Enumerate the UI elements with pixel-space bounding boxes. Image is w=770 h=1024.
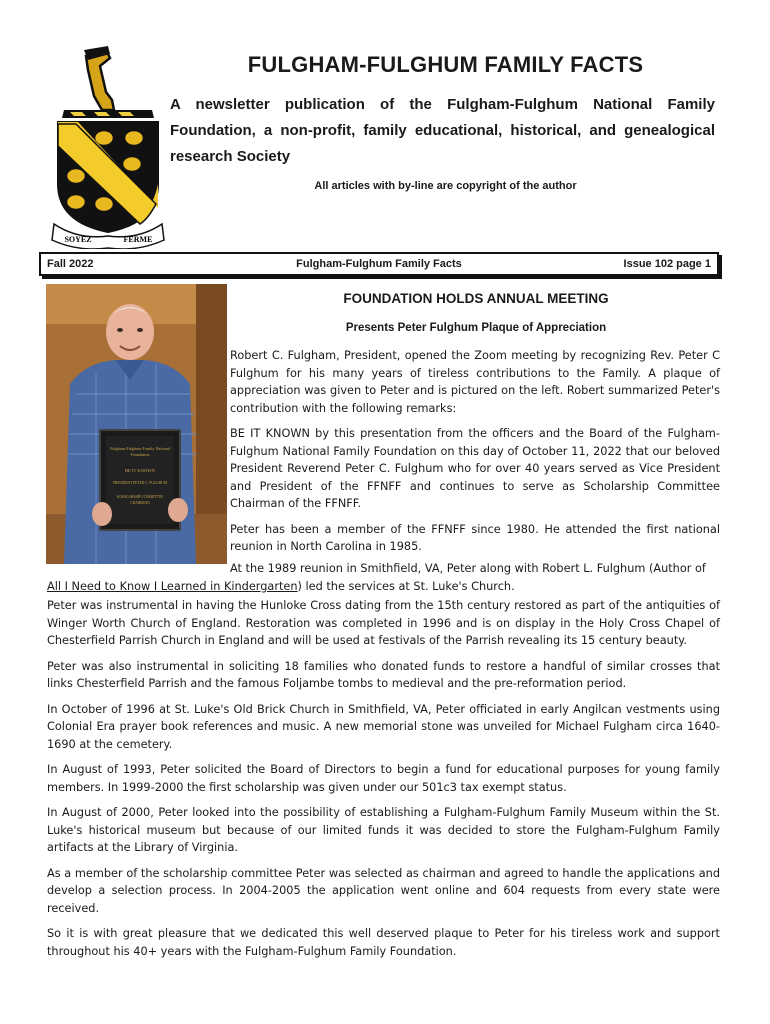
book-title: All I Need to Know I Learned in Kindergarten: [47, 579, 298, 593]
article-paragraph: So it is with great pleasure that we dedicated this well deserved plaque to Peter for his tireless work and support throughout his 40+ years with the Fulgham-Fulghum Family Foundation.: [47, 927, 720, 958]
article-paragraph: As a member of the scholarship committee Peter was selected as chairman and agreed to handle the applications and develop a selection process. In 2004-2005 the application went online and 604 requests from every state were received.: [47, 866, 720, 915]
article-paragraph: Peter was instrumental in having the Hunloke Cross dating from the 15th century restored as part of the antiquities of Winger Worth Church of England. Restoration was completed in 1996 and is on display in the Holy Cross Chapel of Chesterfield Parrish Church in England and will be used at festivals of the Parrish revealing its 15 century beauty.: [47, 599, 720, 647]
issue-bar: [39, 252, 719, 276]
article-paragraph: Peter has been a member of the FFNFF since 1980. He attended the first national reunion in North Carolina in 1985.: [230, 522, 720, 553]
article-subhead: Presents Peter Fulghum Plaque of Appreciation: [345, 322, 607, 334]
crest-motto-right: FERME: [123, 235, 153, 244]
copyright-notice: All articles with by-line are copyright of the author: [314, 180, 577, 192]
article-column-right: [230, 347, 720, 564]
reunion-text-end: ) led the services at St. Luke's Church.: [297, 579, 515, 593]
plaque-line-2: Foundation: [130, 452, 150, 457]
reunion-text-start: At the 1989 reunion in Smithfield, VA, Peter along with Robert L. Fulghum (Author of: [230, 562, 706, 575]
article-paragraph: BE IT KNOWN by this presentation from the officers and the Board of the Fulgham-Fulghum National Family Foundation on this day of October 11, 2022 that our beloved President Reverend Peter C. Fulghum who for over 40 years served as Vice President and President of the FFNFF and continues to serve as Scholarship Committee Chairman of the FFNFF.: [230, 427, 720, 510]
article-paragraph: In October of 1996 at St. Luke's Old Brick Church in Smithfield, VA, Peter officiated in early Angilcan vestments using Colonial Era prayer book references and music. A new memorial stone was unveiled for Michael Fulgham circa 1640-1690 at the cemetery.: [47, 702, 720, 751]
plaque-line-4: PRESIDENT PETER C. FULGHUM: [112, 481, 168, 485]
article-paragraph: Robert C. Fulgham, President, opened the Zoom meeting by recognizing Rev. Peter C Fulghum for his many years of tireless contributions to the Family. A plaque of appreciation was given to Peter and is pictured on the left. Robert summarized Peter's contribution with the following remarks:: [230, 349, 720, 415]
issue-publication: Fulgham-Fulghum Family Facts: [296, 258, 462, 270]
plaque-line-6: CHAIRMAN: [130, 501, 150, 505]
article-column-full: [47, 597, 720, 968]
article-paragraph: In August of 2000, Peter looked into the possibility of establishing a Fulgham-Fulghum Family Museum within the St. Luke's historical museum but because of our limited funds it was decided to store the Fulgham-Fulghum Family artifacts at the Library of Virginia.: [47, 806, 720, 854]
article-paragraph: Peter was also instrumental in soliciting 18 families who donated funds to restore a handful of similar crosses that links Chesterfield Parrish and the famous Foljambe tombs to medieval and the pre-reformation period.: [47, 659, 720, 690]
crest-motto-left: SOYEZ: [64, 235, 92, 244]
issue-season: Fall 2022: [47, 258, 94, 270]
newsletter-title: FULGHAM-FULGHUM FAMILY FACTS: [247, 52, 644, 77]
article-headline: FOUNDATION HOLDS ANNUAL MEETING: [343, 291, 609, 306]
issue-number: Issue 102 page 1: [623, 258, 711, 270]
photo-peter-with-plaque: [46, 284, 227, 564]
family-crest-logo: [48, 44, 168, 249]
article-paragraph: In August of 1993, Peter solicited the Board of Directors to begin a fund for educational purposes for young family members. In 1999-2000 the first scholarship was given under our 501c3 tax exempt status.: [47, 763, 720, 794]
plaque-line-1: Fulgham-Fulghum Family National: [110, 446, 170, 451]
article-paragraph-reunion: [47, 560, 720, 595]
plaque-line-3: BE IT KNOWN: [124, 468, 156, 473]
newsletter-subtitle: A newsletter publication of the Fulgham-Fulghum National Family Foundation, a non-profit, family educational, historical, and genealogical research Society: [170, 96, 715, 165]
plaque-line-5: SCHOLARSHIP COMMITTEE: [116, 495, 164, 499]
